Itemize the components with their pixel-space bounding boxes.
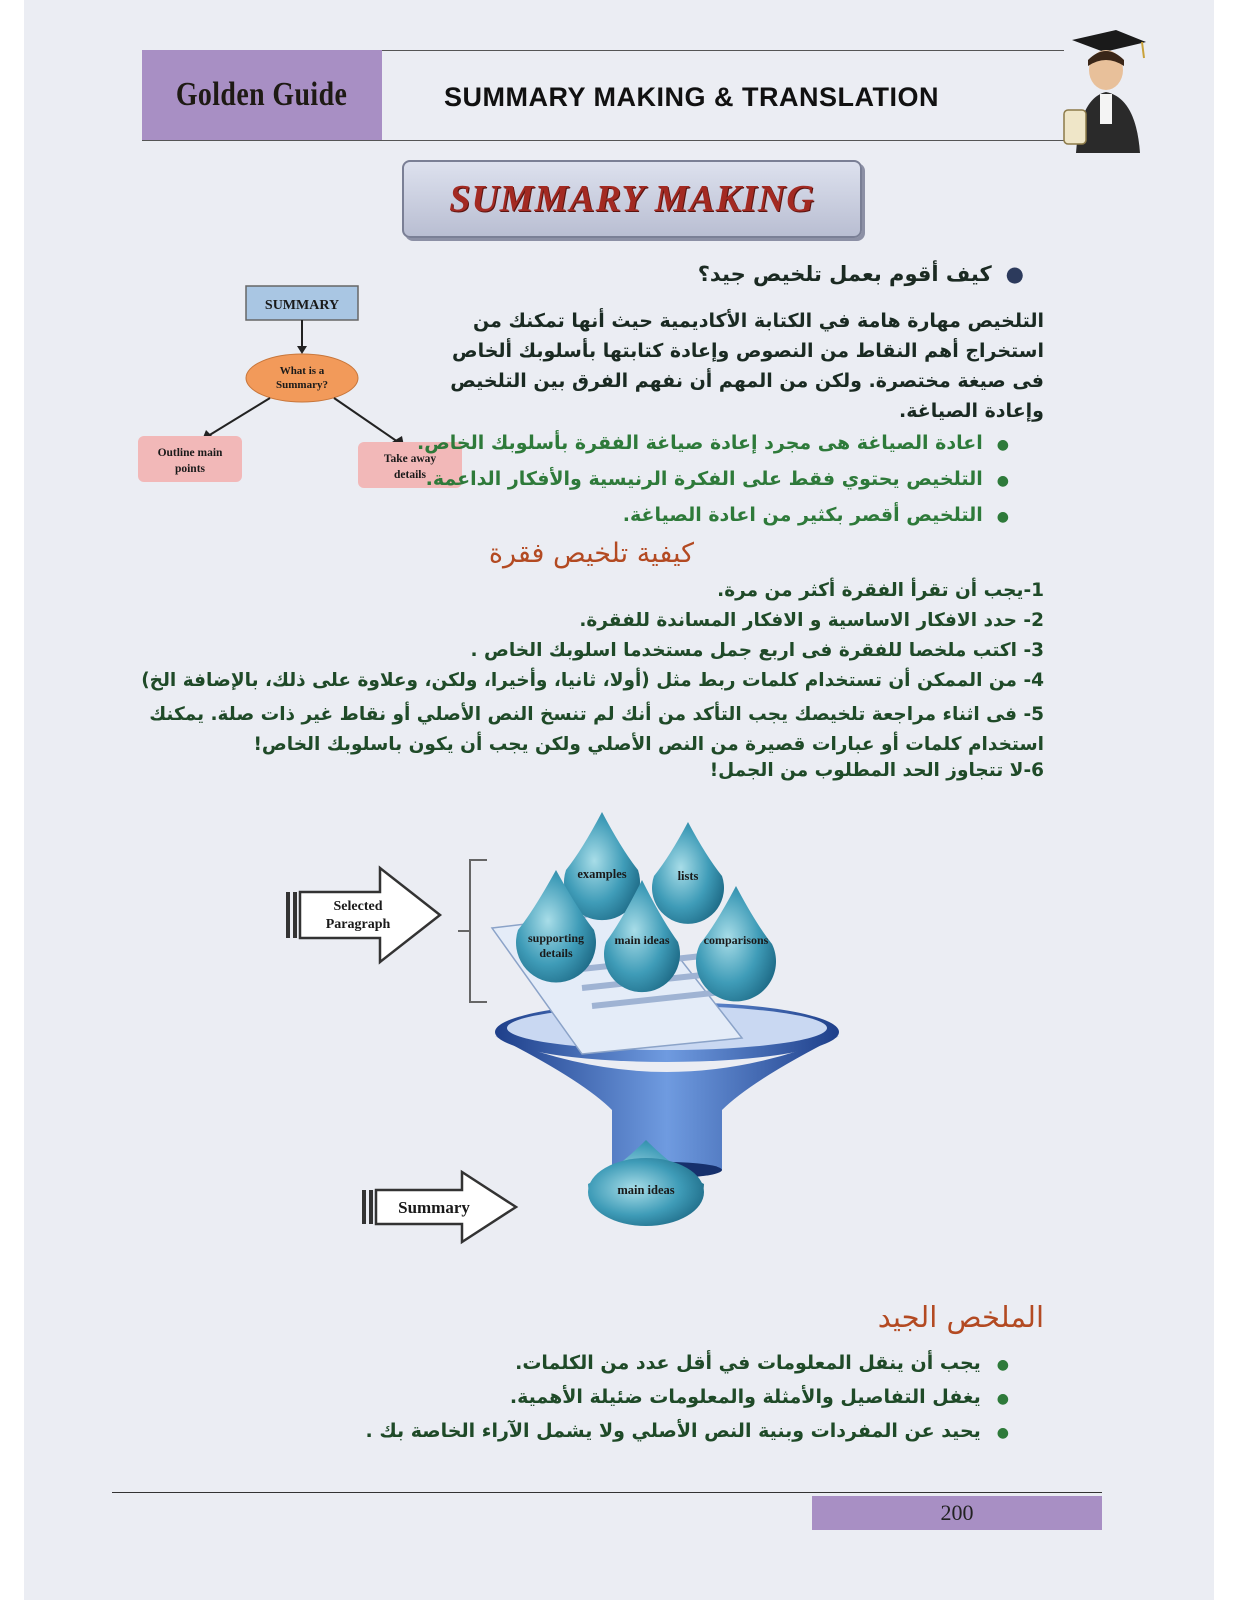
page-number-box: [812, 1496, 1102, 1530]
drop-examples-label: examples: [577, 867, 627, 881]
brand-title: Golden Guide: [176, 76, 348, 113]
step-item: 1-يجب أن تقرأ الفقرة أكثر من مرة.: [717, 580, 1044, 601]
step-item: 4- من الممكن أن تستخدام كلمات ربط مثل (أولا، ثانيا، وأخيرا، ولكن، وعلاوة على ذلك، بالإضافة الخ): [141, 670, 1044, 691]
diagram-center-line1: What is a: [279, 365, 325, 377]
header-title: SUMMARY MAKING & TRANSLATION: [444, 82, 939, 112]
drop-comparisons-label: comparisons: [703, 933, 769, 947]
summary-arrow: [362, 1172, 516, 1242]
drop-supporting-line1: supporting: [527, 931, 585, 945]
brand-box: [142, 50, 382, 140]
summary-arrow-label: Summary: [398, 1198, 470, 1217]
diagram-center-line2: Summary?: [276, 379, 328, 391]
drop-lists: [652, 822, 724, 924]
good-summary-item: ●يغفل التفاصيل والأمثلة والمعلومات ضئيلة الأهمية.: [509, 1386, 1009, 1408]
banner-title: SUMMARY MAKING: [449, 178, 815, 220]
page-number: 200: [940, 1500, 974, 1525]
output-drop-label: main ideas: [617, 1183, 675, 1197]
graduate-illustration: [1054, 28, 1154, 153]
good-summary-item: ●يحيد عن المفردات وبنية النص الأصلي ولا يشمل الآراء الخاصة بك .: [365, 1420, 1009, 1442]
summary-diagram: [136, 282, 476, 492]
difference-item: ●التلخيص يحتوي فقط على الفكرة الرنيسية والأفكار الداعمة.: [425, 468, 1009, 490]
step-item: 2- حدد الافكار الاساسية و الافكار المساندة للفقرة.: [579, 610, 1044, 631]
selected-paragraph-line1: Selected: [333, 899, 383, 914]
diagram-left-line2: points: [174, 463, 206, 475]
difference-item: ●اعادة الصياغة هى مجرد إعادة صياغة الفقرة بأسلوبك الخاص.: [417, 432, 1009, 454]
header-rule-bottom: [142, 140, 1064, 141]
drop-main-ideas-label: main ideas: [614, 933, 670, 947]
diagram-right-line2: details: [394, 469, 426, 481]
diagram-left-box: [138, 436, 242, 482]
document-page: [24, 0, 1214, 1600]
diagram-center-oval: [246, 354, 358, 402]
good-summary-heading: الملخص الجيد: [877, 1300, 1044, 1334]
step-item: 5- فى اثناء مراجعة تلخيصك يجب التأكد من أنك لم تنسخ النص الأصلي أو نقاط غير ذات صلة. يمكنك استخدام كلمات أو عبارات قصيرة من النص الأصلي ولكن يجب أن يكون باسلوبك الخاص!: [149, 704, 1044, 755]
difference-item: ●التلخيص أقصر بكثير من اعادة الصياغة.: [622, 504, 1009, 526]
footer-rule: [112, 1492, 1102, 1493]
intro-paragraph: التلخيص مهارة هامة في الكتابة الأكاديمية حيث أنها تمكنك من استخراج أهم النقاط من النصوص وإعادة كتابتها بأسلوبك ألخاص فى صيغة مختصرة. ولكن من المهم أن نفهم الفرق بين التلخيص وإعادة الصياغة.: [450, 310, 1044, 422]
how-to-heading: كيفية تلخيص فقرة: [488, 538, 694, 569]
diagram-right-line1: Take away: [383, 453, 437, 465]
diagram-summary-label: SUMMARY: [264, 298, 340, 313]
selected-paragraph-arrow: [286, 868, 440, 962]
funnel-diagram: [282, 810, 842, 1250]
question-heading: ●كيف أقوم بعمل تلخيص جيد؟: [697, 262, 1024, 286]
step-item: 6-لا تتجاوز الحد المطلوب من الجمل!: [709, 760, 1044, 781]
diagram-left-line1: Outline main: [157, 447, 223, 459]
good-summary-item: ●يجب أن ينقل المعلومات في أقل عدد من الكلمات.: [515, 1352, 1009, 1374]
section-banner: [402, 160, 862, 238]
step-item: 3- اكتب ملخصا للفقرة فى اربع جمل مستخدما اسلوبك الخاص .: [470, 640, 1044, 661]
drop-supporting-line2: details: [539, 946, 573, 960]
selected-paragraph-line2: Paragraph: [325, 917, 391, 932]
drop-lists-label: lists: [677, 869, 699, 883]
